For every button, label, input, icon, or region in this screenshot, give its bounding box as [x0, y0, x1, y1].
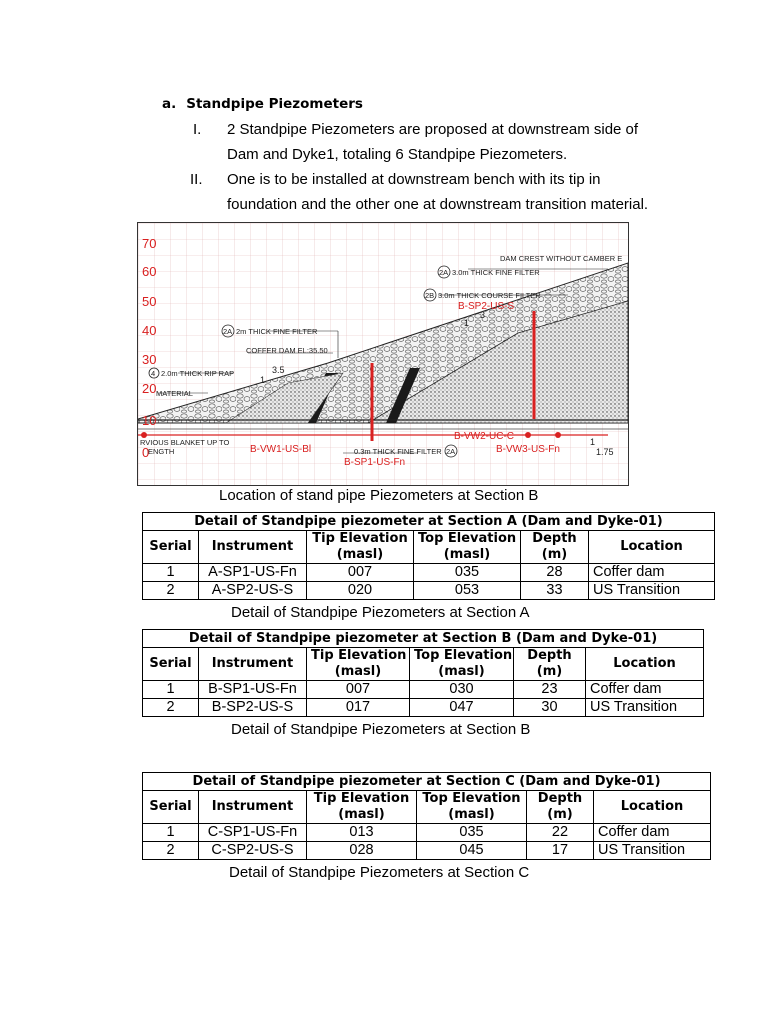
cell-depth: 17	[527, 842, 594, 860]
slope-1-label-a: 1	[464, 318, 470, 328]
header-serial: Serial	[143, 531, 199, 564]
cell-depth: 33	[521, 582, 589, 600]
header-location: Location	[594, 791, 711, 824]
cell-instrument: B-SP2-US-S	[199, 699, 307, 717]
cell-instrument: A-SP1-US-Fn	[199, 564, 307, 582]
table-c-caption: Detail of Standpipe Piezometers at Section C	[229, 864, 530, 881]
cell-instrument: C-SP2-US-S	[199, 842, 307, 860]
table-section-c	[142, 772, 711, 860]
cell-location: Coffer dam	[594, 824, 711, 842]
table-section-a	[142, 512, 715, 600]
cell-serial: 1	[143, 824, 199, 842]
section-label: a.	[162, 96, 177, 112]
slope-1-label-c: 1	[590, 437, 596, 447]
cell-depth: 22	[527, 824, 594, 842]
elevation-40: 40	[142, 323, 157, 338]
header-instrument: Instrument	[199, 531, 307, 564]
header-top: Top Elevation (masl)	[410, 648, 514, 681]
cell-serial: 2	[143, 699, 199, 717]
table-b-caption: Detail of Standpipe Piezometers at Section B	[231, 721, 531, 738]
cell-tip: 028	[307, 842, 417, 860]
cell-depth: 30	[514, 699, 586, 717]
table-title: Detail of Standpipe piezometer at Section B (Dam and Dyke-01)	[143, 630, 704, 648]
cell-tip: 007	[307, 681, 410, 699]
header-tip: Tip Elevation (masl)	[307, 791, 417, 824]
table-a-caption: Detail of Standpipe Piezometers at Section A	[231, 604, 530, 621]
fine-filter-3m-label: 3.0m THICK FINE FILTER	[452, 268, 540, 277]
cell-depth: 23	[514, 681, 586, 699]
thin-filter-label: 0.3m THICK FINE FILTER	[354, 447, 442, 456]
vw3-label: B-VW3-US-Fn	[496, 444, 560, 455]
cell-top: 035	[417, 824, 527, 842]
vw1-label: B-VW1-US-Bl	[250, 444, 312, 455]
cell-depth: 28	[521, 564, 589, 582]
cell-instrument: C-SP1-US-Fn	[199, 824, 307, 842]
vw2-label: B-VW2-UC-C	[454, 431, 514, 442]
course-filter-label: 3.0m THICK COURSE FILTER	[438, 291, 541, 300]
tag-2a-bottom: 2A	[446, 447, 456, 456]
header-tip: Tip Elevation (masl)	[307, 531, 414, 564]
cell-location: Coffer dam	[589, 564, 715, 582]
elevation-10: 10	[142, 413, 157, 428]
header-instrument: Instrument	[199, 791, 307, 824]
tag-2b: 2B	[425, 291, 435, 300]
cell-location: US Transition	[589, 582, 715, 600]
list-item-number: I.	[193, 121, 202, 138]
elevation-50: 50	[142, 294, 157, 309]
table-section-b	[142, 629, 704, 717]
dam-section-figure	[137, 222, 629, 486]
cell-instrument: B-SP1-US-Fn	[199, 681, 307, 699]
cell-location: Coffer dam	[586, 681, 704, 699]
list-item-line-1: 2 Standpipe Piezometers are proposed at downstream side of	[227, 121, 639, 138]
cell-top: 030	[410, 681, 514, 699]
elevation-0: 0	[142, 445, 150, 460]
cell-tip: 020	[307, 582, 414, 600]
header-top: Top Elevation (masl)	[414, 531, 521, 564]
crest-label: DAM CREST WITHOUT CAMBER E	[500, 254, 623, 263]
figure-caption: Location of stand pipe Piezometers at Section B	[219, 487, 539, 504]
header-depth: Depth (m)	[514, 648, 586, 681]
cell-tip: 007	[307, 564, 414, 582]
list-item-2	[190, 167, 690, 217]
cell-location: US Transition	[594, 842, 711, 860]
header-instrument: Instrument	[199, 648, 307, 681]
fine-filter-2m-label: 2m THICK FINE FILTER	[236, 327, 318, 336]
header-depth: Depth (m)	[521, 531, 589, 564]
tag-2a-mid: 2A	[223, 327, 233, 336]
header-serial: Serial	[143, 791, 199, 824]
cell-top: 047	[410, 699, 514, 717]
tag-2a-top: 2A	[439, 268, 449, 277]
table-row	[143, 681, 704, 699]
tag-4: 4	[151, 369, 156, 378]
header-location: Location	[586, 648, 704, 681]
section-heading	[162, 96, 363, 112]
header-serial: Serial	[143, 648, 199, 681]
cell-location: US Transition	[586, 699, 704, 717]
cell-tip: 013	[307, 824, 417, 842]
list-item-line-2: foundation and the other one at downstream transition material.	[227, 196, 649, 213]
elevation-20: 20	[142, 381, 157, 396]
coffer-label: COFFER DAM EL:35.50	[246, 346, 328, 355]
cell-top: 053	[414, 582, 521, 600]
cell-serial: 2	[143, 582, 199, 600]
elevation-30: 30	[142, 352, 157, 367]
cell-top: 035	[414, 564, 521, 582]
elevation-70: 70	[142, 236, 157, 251]
table-row	[143, 824, 711, 842]
cell-top: 045	[417, 842, 527, 860]
header-depth: Depth (m)	[527, 791, 594, 824]
slope-1-label-b: 1	[260, 375, 266, 385]
list-item-line-2: Dam and Dyke1, totaling 6 Standpipe Piezometers.	[227, 146, 568, 163]
list-item-1	[193, 117, 693, 167]
header-tip: Tip Elevation (masl)	[307, 648, 410, 681]
list-item-line-1: One is to be installed at downstream bench with its tip in	[227, 171, 601, 188]
cell-serial: 1	[143, 681, 199, 699]
table-row	[143, 564, 715, 582]
sp1-label: B-SP1-US-Fn	[344, 457, 406, 468]
vw3-sensor	[555, 432, 561, 438]
elevation-60: 60	[142, 264, 157, 279]
table-row	[143, 582, 715, 600]
cell-tip: 017	[307, 699, 410, 717]
table-row	[143, 699, 704, 717]
table-title: Detail of Standpipe piezometer at Section A (Dam and Dyke-01)	[143, 513, 715, 531]
sp2-label: B-SP2-US-S	[458, 301, 515, 312]
header-location: Location	[589, 531, 715, 564]
material-label: MATERIAL	[156, 389, 193, 398]
slope-35-label: 3.5	[272, 365, 285, 375]
table-row	[143, 842, 711, 860]
blanket-label-2: ENGTH	[148, 447, 175, 456]
slope-175-label: 1.75	[596, 447, 614, 457]
vw2-sensor	[525, 432, 531, 438]
slope-3-label: 3	[480, 310, 486, 320]
blanket-label-1: RVIOUS BLANKET UP TO	[140, 438, 230, 447]
section-title: Standpipe Piezometers	[186, 96, 363, 112]
cell-serial: 2	[143, 842, 199, 860]
header-top: Top Elevation (masl)	[417, 791, 527, 824]
cell-instrument: A-SP2-US-S	[199, 582, 307, 600]
rip-rap-label: 2.0m THICK RIP RAP	[161, 369, 235, 378]
table-title: Detail of Standpipe piezometer at Section C (Dam and Dyke-01)	[143, 773, 711, 791]
cell-serial: 1	[143, 564, 199, 582]
list-item-number: II.	[190, 171, 203, 188]
dam-section-drawing	[138, 223, 628, 485]
